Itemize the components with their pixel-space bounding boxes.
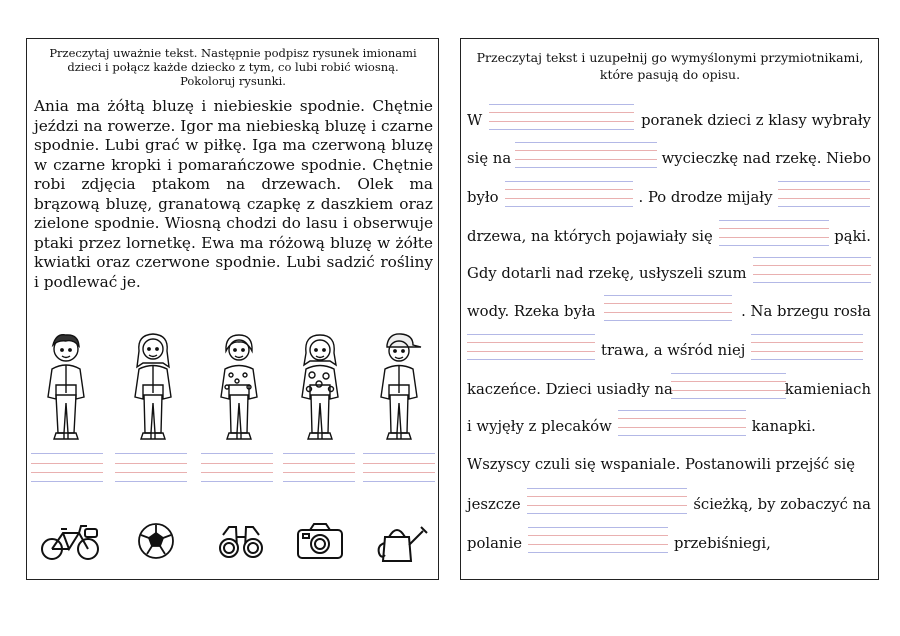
cloze-line bbox=[467, 189, 871, 211]
fill-in-blank[interactable] bbox=[467, 334, 595, 364]
binoculars-icon bbox=[217, 521, 265, 561]
cloze-line bbox=[467, 150, 871, 172]
child-drawing-girl-flowered bbox=[292, 329, 348, 445]
cloze-text-fragment: . Na brzegu rosła bbox=[741, 303, 871, 320]
cloze-line bbox=[467, 535, 871, 557]
cloze-text-fragment: się na bbox=[467, 150, 512, 167]
child-drawing-boy-hoodie bbox=[38, 329, 94, 445]
cloze-line bbox=[467, 112, 871, 134]
fill-in-blank[interactable] bbox=[719, 220, 829, 250]
name-writing-lines[interactable] bbox=[115, 453, 187, 491]
cloze-text-fragment: wody. Rzeka była bbox=[467, 303, 596, 320]
left-worksheet bbox=[26, 38, 439, 580]
cloze-text-fragment: ścieżką, by zobaczyć na bbox=[693, 496, 871, 513]
cloze-line bbox=[467, 456, 871, 478]
cloze-text-fragment: W bbox=[467, 112, 483, 129]
cloze-text-fragment: było bbox=[467, 189, 499, 206]
right-instruction: Przeczytaj tekst i uzupełnij go wymyślonymi przymiotnikami, które pasują do opisu. bbox=[476, 50, 864, 82]
cloze-text-fragment: polanie bbox=[467, 535, 522, 552]
fill-in-blank[interactable] bbox=[527, 488, 687, 518]
fill-in-blank[interactable] bbox=[505, 181, 633, 211]
name-writing-lines[interactable] bbox=[201, 453, 273, 491]
cloze-text-fragment: Gdy dotarli nad rzekę, usłyszeli szum bbox=[467, 265, 747, 282]
cloze-text-fragment: przebiśniegi, bbox=[673, 535, 771, 552]
cloze-text-fragment: kamieniach bbox=[784, 381, 871, 398]
cloze-text-fragment: jeszcze bbox=[467, 496, 521, 513]
cloze-line bbox=[467, 303, 871, 325]
name-writing-lines[interactable] bbox=[31, 453, 103, 491]
bicycle-icon bbox=[39, 521, 101, 563]
camera-icon bbox=[295, 521, 345, 561]
left-instruction: Przeczytaj uważnie tekst. Następnie podpisz rysunek imionami dzieci i połącz każde dziecko z tym, co lubi robić wiosną. Pokoloruj rysunki. bbox=[49, 46, 417, 88]
cloze-text-fragment: kaczeńce. Dzieci usiadły na bbox=[467, 381, 673, 398]
cloze-text-fragment: trawa, a wśród niej bbox=[601, 342, 746, 359]
cloze-line bbox=[467, 228, 871, 250]
name-writing-lines[interactable] bbox=[283, 453, 355, 491]
cloze-text-fragment: poranek dzieci z klasy wybrały bbox=[641, 112, 871, 129]
fill-in-blank[interactable] bbox=[515, 142, 657, 172]
cloze-text-fragment: Wszyscy czuli się wspaniale. Postanowili przejść się bbox=[467, 456, 855, 473]
fill-in-blank[interactable] bbox=[778, 181, 870, 211]
cloze-line bbox=[467, 418, 871, 440]
fill-in-blank[interactable] bbox=[751, 334, 863, 364]
fill-in-blank[interactable] bbox=[528, 527, 668, 557]
ball-icon bbox=[136, 521, 176, 561]
cloze-line bbox=[467, 342, 871, 364]
cloze-line bbox=[467, 265, 871, 287]
cloze-text-fragment: drzewa, na których pojawiały się bbox=[467, 228, 713, 245]
child-drawing-boy-cap bbox=[371, 329, 427, 445]
fill-in-blank[interactable] bbox=[604, 295, 732, 325]
fill-in-blank[interactable] bbox=[671, 373, 786, 403]
watering-can-icon bbox=[375, 521, 431, 565]
fill-in-blank[interactable] bbox=[753, 257, 871, 287]
cloze-text-fragment: pąki. bbox=[834, 228, 871, 245]
cloze-text-fragment: kanapki. bbox=[751, 418, 816, 435]
cloze-line bbox=[467, 381, 871, 403]
child-drawing-girl-jacket bbox=[125, 329, 181, 445]
cloze-text-fragment: wycieczkę nad rzekę. Niebo bbox=[661, 150, 871, 167]
cloze-text-fragment: . Po drodze mijały bbox=[638, 189, 773, 206]
right-worksheet bbox=[460, 38, 879, 580]
cloze-line bbox=[467, 496, 871, 518]
story-text: Ania ma żółtą bluzę i niebieskie spodnie. Chętnie jeździ na rowerze. Igor ma niebieską bluzę i czarne spodnie. Lubi grać w piłkę. Iga ma czerwoną bluzę w czarne kropki i pomarańczowe spodnie. Chętnie robi zdjęcia ptakom na drzewach. Olek ma brązową bluzę, granatową czapkę z daszkiem oraz zielone spodnie. Wiosną chodzi do lasu i obserwuje ptaki przez lornetkę. Ewa ma różową bluzę w żółte kwiatki oraz czerwone spodnie. Lubi sadzić rośliny i podlewać je. bbox=[34, 97, 433, 291]
cloze-text-fragment: i wyjęły z plecaków bbox=[467, 418, 612, 435]
fill-in-blank[interactable] bbox=[618, 410, 746, 440]
fill-in-blank[interactable] bbox=[489, 104, 634, 134]
name-writing-lines[interactable] bbox=[363, 453, 435, 491]
child-drawing-girl-dotted bbox=[211, 329, 267, 445]
